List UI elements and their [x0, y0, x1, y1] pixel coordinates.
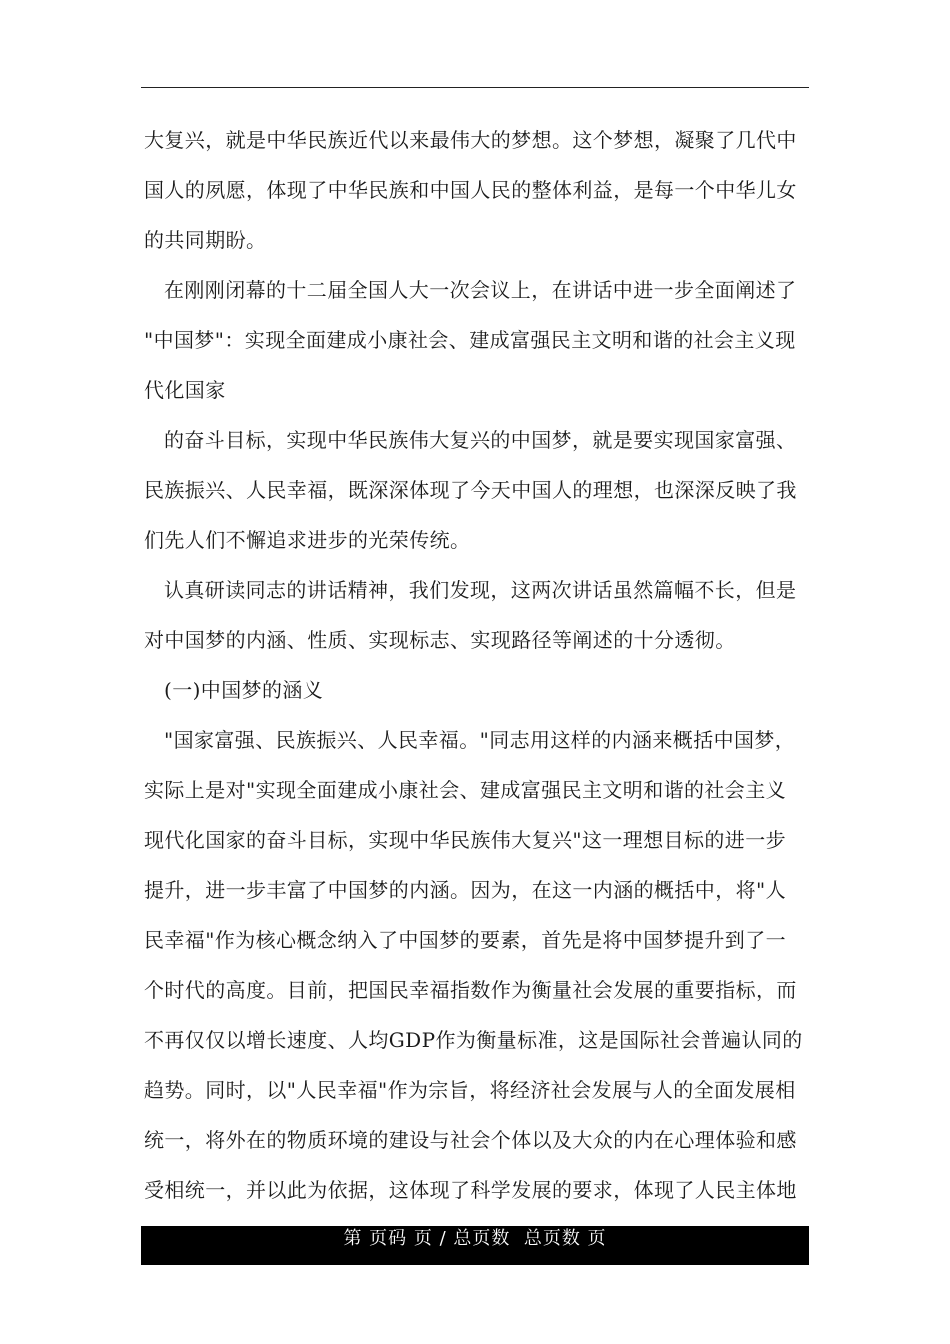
- page-number-text: 第 页码 页 / 总页数 总页数 页: [343, 1228, 607, 1249]
- text-line: 个时代的高度。目前，把国民幸福指数作为衡量社会发展的重要指标，而: [144, 978, 797, 1002]
- text-line: (一)中国梦的涵义: [164, 678, 324, 702]
- text-line: 受相统一，并以此为依据，这体现了科学发展的要求，体现了人民主体地: [144, 1178, 797, 1202]
- text-line: 民族振兴、人民幸福，既深深体现了今天中国人的理想，也深深反映了我: [144, 478, 797, 502]
- document-body: [144, 115, 810, 1215]
- text-line: 民幸福"作为核心概念纳入了中国梦的要素，首先是将中国梦提升到了一: [144, 928, 786, 952]
- header-rule: [141, 87, 809, 88]
- page-footer: [141, 1226, 809, 1265]
- text-line: 大复兴，就是中华民族近代以来最伟大的梦想。这个梦想，凝聚了几代中: [144, 128, 797, 152]
- text-line: 统一，将外在的物质环境的建设与社会个体以及大众的内在心理体验和感: [144, 1128, 797, 1152]
- text-line: 在刚刚闭幕的十二届全国人大一次会议上，在讲话中进一步全面阐述了: [164, 278, 797, 302]
- text-line: 代化国家: [144, 378, 226, 402]
- text-line: 趋势。同时，以"人民幸福"作为宗旨，将经济社会发展与人的全面发展相: [144, 1078, 796, 1102]
- text-line: "国家富强、民族振兴、人民幸福。"同志用这样的内涵来概括中国梦，: [164, 728, 796, 752]
- text-line: 的奋斗目标，实现中华民族伟大复兴的中国梦，就是要实现国家富强、: [164, 428, 797, 452]
- text-line: 国人的夙愿，体现了中华民族和中国人民的整体利益，是每一个中华儿女: [144, 178, 797, 202]
- text-line: 认真研读同志的讲话精神，我们发现，这两次讲话虽然篇幅不长，但是: [164, 578, 797, 602]
- text-line: 不再仅仅以增长速度、人均GDP作为衡量标准，这是国际社会普遍认同的: [144, 1028, 803, 1052]
- text-line: 们先人们不懈追求进步的光荣传统。: [144, 528, 471, 552]
- text-line: 提升，进一步丰富了中国梦的内涵。因为，在这一内涵的概括中，将"人: [144, 878, 786, 902]
- text-line: 的共同期盼。: [144, 228, 267, 252]
- text-line: 实际上是对"实现全面建成小康社会、建成富强民主文明和谐的社会主义: [144, 778, 786, 802]
- text-line: "中国梦"：实现全面建成小康社会、建成富强民主文明和谐的社会主义现: [144, 328, 796, 352]
- text-line: 对中国梦的内涵、性质、实现标志、实现路径等阐述的十分透彻。: [144, 628, 736, 652]
- text-line: 现代化国家的奋斗目标，实现中华民族伟大复兴"这一理想目标的进一步: [144, 828, 786, 852]
